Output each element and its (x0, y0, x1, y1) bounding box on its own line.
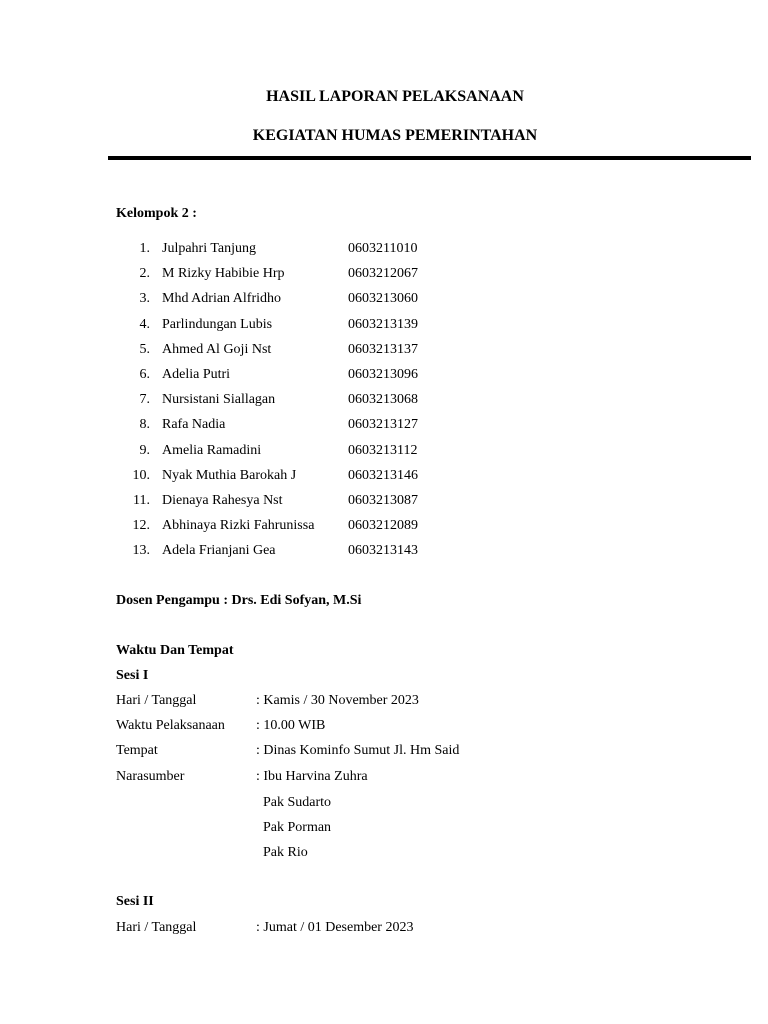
document-title: HASIL LAPORAN PELAKSANAAN (266, 88, 524, 105)
member-name: Amelia Ramadini (162, 442, 262, 458)
detail-value: : Ibu Harvina Zuhra (256, 768, 368, 784)
member-nim: 0603213068 (348, 392, 418, 408)
detail-label: Hari / Tanggal (116, 693, 197, 708)
detail-label: Waktu Pelaksanaan (116, 718, 225, 734)
schedule-heading: Waktu Dan Tempat (116, 643, 234, 658)
member-nim: 0603213146 (348, 467, 418, 483)
member-nim: 0603213112 (348, 442, 418, 458)
member-number: 11. (133, 493, 150, 508)
member-number: 4. (139, 316, 150, 332)
document-subtitle: KEGIATAN HUMAS PEMERINTAHAN (252, 127, 538, 144)
member-name: Parlindungan Lubis (162, 316, 273, 332)
detail-value: : Jumat / 01 Desember 2023 (256, 920, 414, 935)
session1-title: Sesi I (116, 668, 149, 683)
member-nim: 0603211010 (348, 241, 418, 256)
lecturer-line: Dosen Pengampu : Drs. Edi Sofyan, M.Si (116, 593, 362, 608)
member-nim: 0603213096 (348, 367, 418, 382)
member-nim: 0603213127 (348, 417, 418, 433)
member-nim: 0603212067 (348, 266, 418, 282)
detail-label: Tempat (116, 743, 158, 759)
detail-value: : Dinas Kominfo Sumut Jl. Hm Said (256, 743, 460, 759)
member-number: 1. (139, 241, 150, 256)
member-nim: 0603213137 (348, 341, 418, 357)
member-nim: 0603213139 (348, 316, 418, 332)
member-name: Ahmed Al Goji Nst (162, 341, 272, 357)
member-name: Mhd Adrian Alfridho (162, 291, 281, 307)
session2-title: Sesi II (116, 894, 154, 909)
member-nim: 0603213143 (348, 543, 418, 559)
member-nim: 0603213060 (348, 291, 418, 307)
member-name: Abhinaya Rizki Fahrunissa (162, 518, 315, 534)
member-number: 13. (132, 543, 150, 559)
group-label: Kelompok 2 : (116, 206, 197, 221)
member-number: 8. (139, 417, 150, 433)
member-name: Julpahri Tanjung (162, 241, 257, 256)
member-number: 12. (132, 518, 150, 534)
member-name: M Rizky Habibie Hrp (162, 266, 285, 282)
member-number: 2. (139, 266, 150, 282)
speaker-name: Pak Rio (263, 845, 308, 861)
member-nim: 0603212089 (348, 518, 418, 534)
speaker-name: Pak Sudarto (263, 795, 332, 810)
member-number: 10. (132, 467, 150, 483)
detail-label: Hari / Tanggal (116, 920, 197, 935)
member-number: 7. (139, 392, 150, 408)
speaker-name: Pak Porman (263, 820, 332, 836)
member-number: 3. (139, 291, 150, 307)
member-number: 9. (139, 442, 150, 458)
detail-value: : Kamis / 30 November 2023 (256, 693, 419, 708)
member-nim: 0603213087 (348, 493, 418, 508)
member-number: 6. (139, 367, 150, 382)
detail-label: Narasumber (116, 768, 185, 784)
member-name: Adela Frianjani Gea (162, 543, 276, 559)
member-name: Nyak Muthia Barokah J (162, 467, 297, 483)
member-number: 5. (139, 341, 150, 357)
member-name: Dienaya Rahesya Nst (162, 493, 283, 508)
header-divider (108, 156, 751, 160)
member-name: Adelia Putri (162, 367, 231, 382)
member-name: Nursistani Siallagan (162, 392, 276, 408)
member-name: Rafa Nadia (162, 417, 226, 433)
detail-value: : 10.00 WIB (256, 718, 326, 734)
